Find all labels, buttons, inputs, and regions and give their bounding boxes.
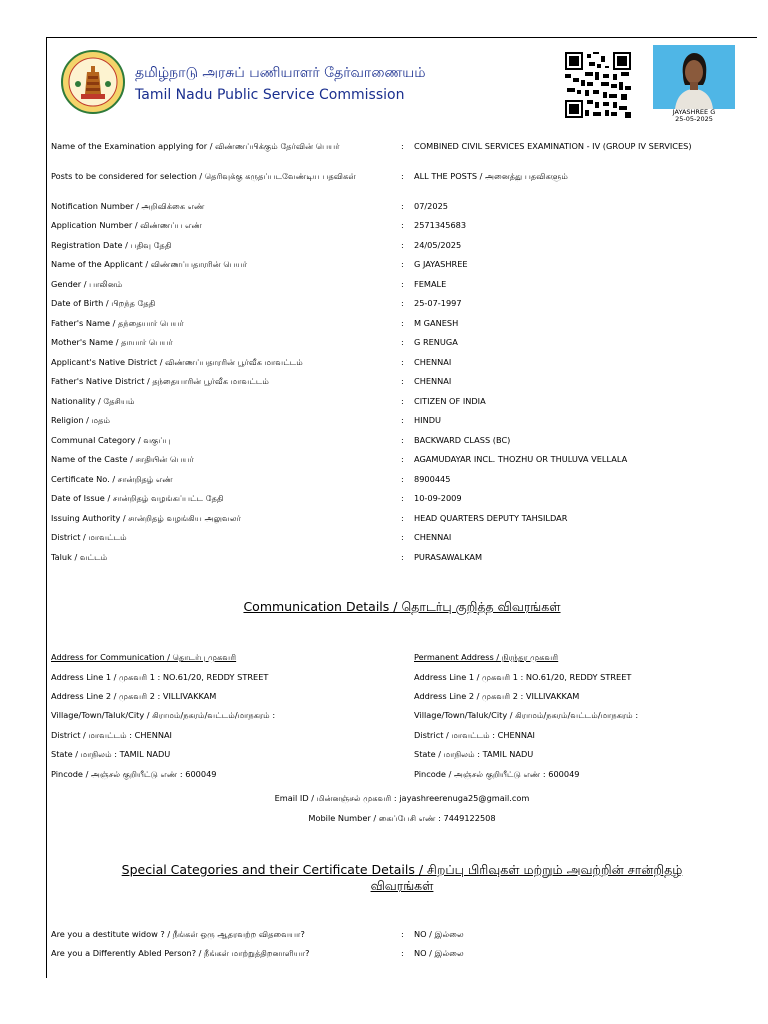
detail-label: Religion / மதம்	[51, 415, 111, 425]
detail-label: Date of Birth / பிறந்த தேதி	[51, 298, 156, 308]
qr-code-icon	[565, 52, 631, 118]
detail-value: 24/05/2025	[414, 240, 462, 250]
special-value: NO / இல்லை	[414, 948, 464, 958]
org-name-tamil: தமிழ்நாடு அரசுப் பணியாளர் தேர்வாணையம்	[135, 65, 426, 81]
detail-label: Name of the Caste / சாதியின் பெயர்	[51, 454, 194, 464]
comm-address-line: State / மாநிலம் : TAMIL NADU	[51, 749, 171, 759]
detail-value: COMBINED CIVIL SERVICES EXAMINATION - IV (GROUP IV SERVICES)	[414, 141, 692, 151]
detail-colon: :	[401, 298, 404, 308]
comm-address-line: Address Line 1 / முகவரி 1 : NO.61/20, REDDY STREET	[51, 672, 269, 682]
detail-value: M GANESH	[414, 318, 459, 328]
detail-value: 25-07-1997	[414, 298, 462, 308]
detail-value: FEMALE	[414, 279, 447, 289]
permanent-address-heading: Permanent Address / நிரந்தர முகவரி	[414, 652, 559, 662]
special-value: NO / இல்லை	[414, 929, 464, 939]
detail-label: Application Number / விண்ணப்ப எண்	[51, 220, 202, 230]
perm-address-line: State / மாநிலம் : TAMIL NADU	[414, 749, 534, 759]
detail-colon: :	[401, 259, 404, 269]
detail-value: HINDU	[414, 415, 441, 425]
perm-address-line: District / மாவட்டம் : CHENNAI	[414, 730, 535, 740]
detail-value: G RENUGA	[414, 337, 458, 347]
communication-title-en: Communication Details	[243, 599, 390, 614]
detail-colon: :	[401, 357, 404, 367]
comm-address-line: Village/Town/Taluk/City / கிராமம்/நகரம்/வட்டம்/மாநகரம் :	[51, 710, 276, 720]
special-title-ta: / சிறப்பு பிரிவுகள் மற்றும் அவற்றின் சான்றிதழ்	[414, 862, 683, 877]
detail-colon: :	[401, 493, 404, 503]
special-label: Are you a destitute widow ? / நீங்கள் ஒரு ஆதரவற்ற விதவையா?	[51, 929, 305, 939]
special-label: Are you a Differently Abled Person? / நீங்கள் மாற்றுத்திறனாளியா?	[51, 948, 310, 958]
perm-address-line: Address Line 2 / முகவரி 2 : VILLIVAKKAM	[414, 691, 580, 701]
photo-caption	[653, 109, 735, 123]
detail-label: Applicant's Native District / விண்ணப்பதாரரின் பூர்வீக மாவட்டம்	[51, 357, 303, 367]
detail-label: Father's Name / தந்தையார் பெயர்	[51, 318, 184, 328]
photo-caption-name: JAYASHREE G	[672, 108, 716, 116]
detail-value: CITIZEN OF INDIA	[414, 396, 486, 406]
detail-label: Registration Date / பதிவு தேதி	[51, 240, 172, 250]
detail-value: HEAD QUARTERS DEPUTY TAHSILDAR	[414, 513, 568, 523]
detail-colon: :	[401, 415, 404, 425]
detail-value: ALL THE POSTS / அனைத்து பதவிகளும்	[414, 171, 568, 181]
detail-value: CHENNAI	[414, 357, 452, 367]
detail-colon: :	[401, 171, 404, 181]
detail-colon: :	[401, 552, 404, 562]
org-name-english: Tamil Nadu Public Service Commission	[135, 87, 405, 103]
detail-label: Name of the Examination applying for / விண்ணப்பிக்கும் தேர்வின் பெயர்	[51, 141, 340, 151]
detail-colon: :	[401, 454, 404, 464]
special-section-title	[47, 862, 757, 894]
header	[47, 38, 757, 132]
detail-colon: :	[401, 435, 404, 445]
detail-colon: :	[401, 220, 404, 230]
perm-address-line: Village/Town/Taluk/City / கிராமம்/நகரம்/வட்டம்/மாநகரம் :	[414, 710, 639, 720]
detail-value: 10-09-2009	[414, 493, 462, 503]
detail-value: PURASAWALKAM	[414, 552, 483, 562]
tnpsc-logo-icon	[61, 50, 125, 114]
perm-address-line: Pincode / அஞ்சல் குறியீட்டு எண் : 600049	[414, 769, 580, 779]
detail-label: District / மாவட்டம்	[51, 532, 127, 542]
applicant-photo	[653, 45, 735, 109]
detail-value: CHENNAI	[414, 532, 452, 542]
detail-colon: :	[401, 376, 404, 386]
mobile-line: Mobile Number / கைப்பேசி எண் : 7449122508	[308, 813, 496, 823]
detail-colon: :	[401, 396, 404, 406]
detail-value: 07/2025	[414, 201, 449, 211]
detail-label: Date of Issue / சான்றிதழ் வழங்கப்பட்ட தேதி	[51, 493, 224, 503]
detail-label: Communal Category / வகுப்பு	[51, 435, 171, 445]
detail-colon: :	[401, 201, 404, 211]
application-page	[46, 37, 757, 978]
comm-address-line: Pincode / அஞ்சல் குறியீட்டு எண் : 600049	[51, 769, 217, 779]
detail-colon: :	[401, 141, 404, 151]
detail-colon: :	[401, 279, 404, 289]
detail-value: 8900445	[414, 474, 451, 484]
detail-value: BACKWARD CLASS (BC)	[414, 435, 511, 445]
perm-address-line: Address Line 1 / முகவரி 1 : NO.61/20, REDDY STREET	[414, 672, 632, 682]
detail-colon: :	[401, 318, 404, 328]
communication-address-heading: Address for Communication / தொடர்பு முகவரி	[51, 652, 237, 662]
detail-label: Nationality / தேசியம்	[51, 396, 135, 406]
detail-colon: :	[401, 474, 404, 484]
special-title-en: Special Categories and their Certificate Details	[121, 862, 415, 877]
detail-value: G JAYASHREE	[414, 259, 468, 269]
detail-label: Posts to be considered for selection / தெரிவுக்கு கருதப்படவேண்டிய பதவிகள்	[51, 171, 356, 181]
detail-colon: :	[401, 532, 404, 542]
detail-label: Notification Number / அறிவிக்கை எண்	[51, 201, 205, 211]
detail-value: AGAMUDAYAR INCL. THOZHU OR THULUVA VELLALA	[414, 454, 628, 464]
detail-label: Mother's Name / தாயார் பெயர்	[51, 337, 173, 347]
detail-label: Father's Native District / தந்தையாரின் பூர்வீக மாவட்டம்	[51, 376, 269, 386]
detail-value: 2571345683	[414, 220, 467, 230]
communication-title-ta: / தொடர்பு குறித்த விவரங்கள்	[389, 599, 561, 614]
communication-section-title	[47, 599, 757, 616]
comm-address-line: Address Line 2 / முகவரி 2 : VILLIVAKKAM	[51, 691, 217, 701]
special-colon: :	[401, 929, 404, 939]
detail-colon: :	[401, 513, 404, 523]
detail-label: Taluk / வட்டம்	[51, 552, 108, 562]
detail-colon: :	[401, 337, 404, 347]
detail-label: Issuing Authority / சான்றிதழ் வழங்கிய அலுவலர்	[51, 513, 241, 523]
detail-label: Certificate No. / சான்றிதழ் எண்	[51, 474, 173, 484]
detail-value: CHENNAI	[414, 376, 452, 386]
photo-caption-date: 25-05-2025	[675, 115, 713, 123]
special-colon: :	[401, 948, 404, 958]
email-line: Email ID / மின்னஞ்சல் முகவரி : jayashreerenuga25@gmail.com	[274, 793, 530, 803]
detail-colon: :	[401, 240, 404, 250]
comm-address-line: District / மாவட்டம் : CHENNAI	[51, 730, 172, 740]
detail-label: Gender / பாலினம்	[51, 279, 123, 289]
special-title-ta-line2: விவரங்கள்	[370, 878, 434, 893]
detail-label: Name of the Applicant / விண்ணப்பதாரரின் பெயர்	[51, 259, 248, 269]
